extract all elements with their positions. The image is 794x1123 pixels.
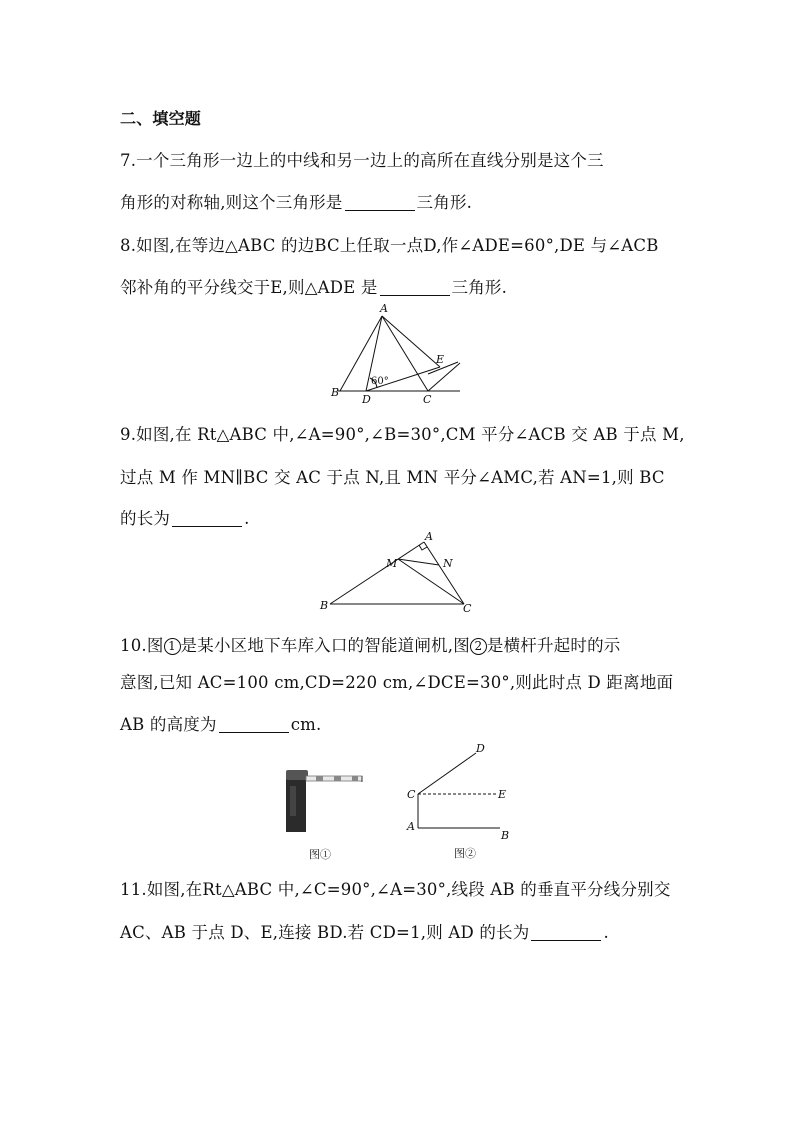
q11-line-1: 11.如图,在Rt△ABC 中,∠C=90°,∠A=30°,线段 AB 的垂直平分线分别交 (120, 880, 671, 899)
q9-line-1: 9.如图,在 Rt△ABC 中,∠A=90°,∠B=30°,CM 平分∠ACB 交 AB 于点 M, (120, 425, 685, 444)
q10-text-c: 是横杆升起时的示 (486, 636, 621, 655)
q9-text-before-blank: 的长为 (120, 509, 171, 528)
q10-figure-1-barrier-gate (278, 764, 378, 862)
q11-answer-blank[interactable] (531, 924, 601, 942)
q10-line-2: 意图,已知 AC=100 cm,CD=220 cm,∠DCE=30°,则此时点 D 距离地面 (120, 673, 674, 692)
q10-label-e: E (498, 788, 507, 801)
section-title: 二、填空题 (120, 109, 202, 128)
q8-text-before-blank: 邻补角的平分线交于E,则△ADE 是 (120, 278, 378, 297)
q9-label-a: A (425, 530, 433, 543)
q7-line-2 (120, 189, 472, 213)
q8-line-ac (382, 316, 428, 391)
q8-label-e: E (436, 353, 445, 366)
q8-text-after-blank: 三角形. (451, 278, 508, 297)
q7-text-after-blank: 三角形. (416, 193, 473, 212)
q9-line-ba (330, 542, 424, 604)
q10-text-before-blank: AB 的高度为 (120, 715, 217, 734)
q9-text-after-blank: . (244, 509, 250, 528)
q9-line-3 (120, 505, 250, 529)
q10-line-cd (418, 753, 476, 794)
q10-figure-number-2: 2 (470, 638, 487, 655)
q7-line-1: 7.一个三角形一边上的中线和另一边上的高所在直线分别是这个三 (120, 151, 604, 170)
q10-answer-blank[interactable] (219, 716, 289, 734)
q9-label-m: M (386, 557, 398, 570)
q10-figure-2-diagram (400, 740, 520, 862)
q8-line-1: 8.如图,在等边△ABC 的边BC上任取一点D,作∠ADE=60°,DE 与∠ACB (120, 236, 659, 255)
q11-text-after-blank: . (603, 923, 609, 942)
q10-line-1 (120, 632, 621, 656)
barrier-gate-illustration (286, 770, 362, 832)
q10-line-3 (120, 711, 321, 735)
q9-figure (316, 530, 486, 615)
q10-text-b: 是某小区地下车库入口的智能道闸机,图 (180, 636, 470, 655)
q10-label-c: C (407, 788, 416, 801)
q8-line-2 (120, 274, 507, 298)
q10-caption-1: 图① (309, 848, 331, 861)
q10-caption-2: 图② (454, 847, 476, 860)
q10-text-a: 10.图 (120, 636, 164, 655)
q10-label-b: B (501, 829, 510, 842)
q9-label-n: N (443, 557, 453, 570)
q9-line-ac (424, 542, 464, 604)
q9-label-c: C (463, 602, 472, 615)
q10-label-a: A (407, 820, 415, 833)
q8-label-d: D (362, 393, 371, 406)
q8-label-c: C (423, 393, 432, 406)
q11-text-before-blank: AC、AB 于点 D、E,连接 BD.若 CD=1,则 AD 的长为 (120, 923, 530, 942)
q8-label-a: A (380, 302, 388, 315)
q10-label-d: D (476, 742, 485, 755)
q10-figure-number-1: 1 (164, 638, 181, 655)
q9-line-2: 过点 M 作 MN∥BC 交 AC 于点 N,且 MN 平分∠AMC,若 AN=1,则 BC (120, 468, 665, 487)
q8-line-ae (382, 316, 440, 367)
q7-answer-blank[interactable] (345, 194, 415, 212)
q8-figure (320, 302, 470, 404)
q9-answer-blank[interactable] (172, 510, 242, 528)
q9-line-cm (398, 559, 464, 604)
q9-label-b: B (320, 599, 329, 612)
q9-line-mn (398, 559, 439, 565)
q11-line-2 (120, 919, 609, 943)
q10-text-after-blank: cm. (290, 715, 322, 734)
q8-angle-label: 60° (371, 376, 389, 387)
q9-right-angle-mark (419, 545, 427, 550)
q7-text-before-blank: 角形的对称轴,则这个三角形是 (120, 193, 343, 212)
q8-label-b: B (331, 386, 340, 399)
q8-answer-blank[interactable] (380, 279, 450, 297)
